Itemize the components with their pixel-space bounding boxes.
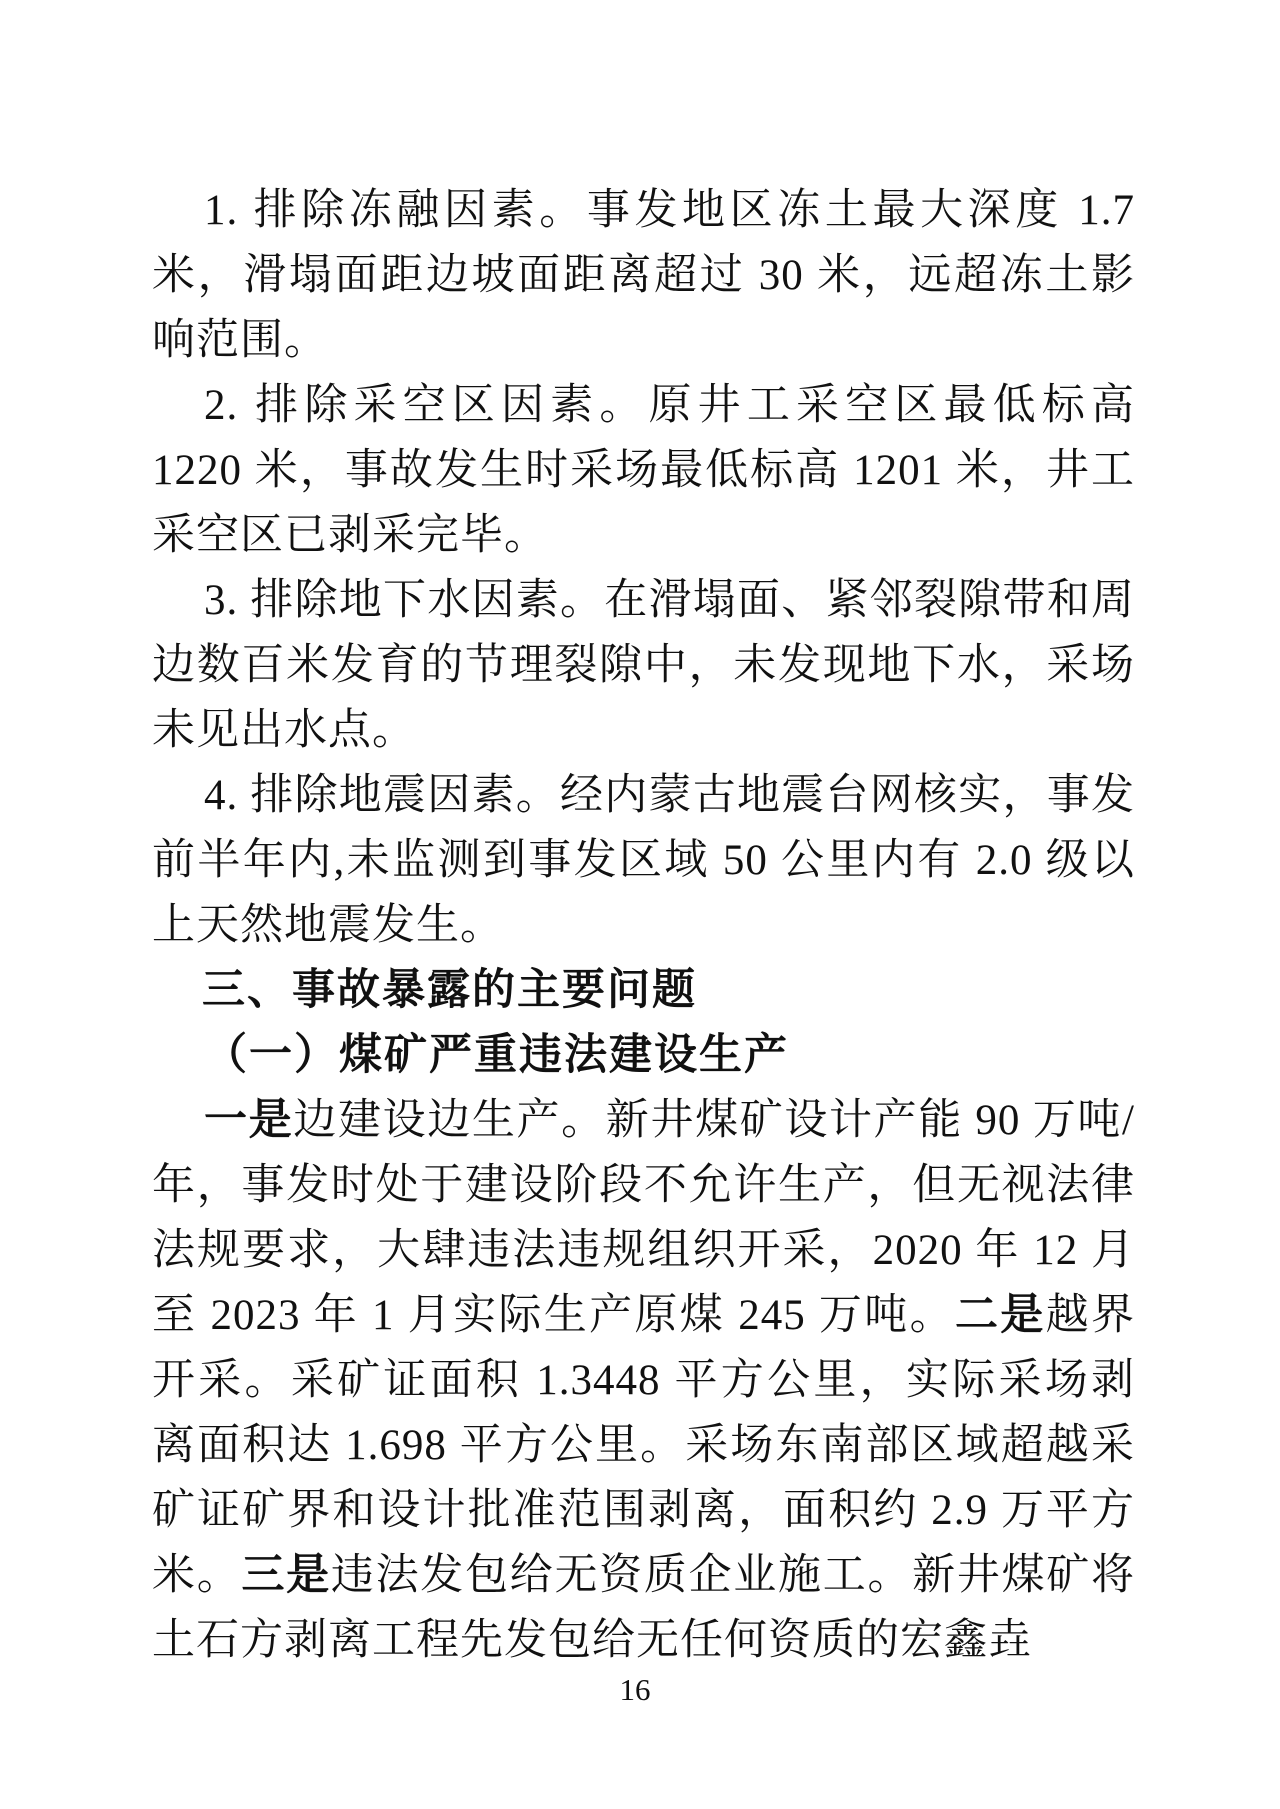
emphasis-third-point: 三是 [241,1551,331,1599]
page-content [152,178,1135,1673]
section-heading-main-problems: 三、事故暴露的主要问题 [202,966,697,1014]
paragraph-goaf-factor: 2. 排除采空区因素。原井工采空区最低标高 1220 米，事故发生时采场最低标高 1201 米，井工采空区已剥采完毕。 [152,382,1135,559]
paragraph-freeze-thaw-factor: 1. 排除冻融因素。事发地区冻土最大深度 1.7 米，滑塌面距边坡面距离超过 30 米，远超冻土影响范围。 [152,187,1135,364]
paragraph-groundwater-factor: 3. 排除地下水因素。在滑塌面、紧邻裂隙带和周边数百米发育的节理裂隙中，未发现地下水，采场未见出水点。 [152,577,1135,754]
text-first-point: 边建设边生产。新井煤矿设计产能 90 万吨/年，事发时处于建设阶段不允许生产，但无视法律法规要求，大肆违法违规组织开采，2020 年 12 月至 2023 年 1 月实际生产原煤 245 万吨。 [152,1097,1136,1339]
paragraph-earthquake-factor: 4. 排除地震因素。经内蒙古地震台网核实，事发前半年内,未监测到事发区域 50 公里内有 2.0 级以上天然地震发生。 [152,772,1135,949]
emphasis-first-point: 一是 [204,1096,294,1144]
subsection-heading-illegal-construction: （一）煤矿严重违法建设生产 [204,1032,789,1079]
paragraph-violations-detail [152,1088,1135,1673]
emphasis-second-point: 二是 [954,1291,1046,1339]
page-number: 16 [619,1672,651,1707]
text-third-point: 违法发包给无资质企业施工。新井煤矿将土石方剥离工程先发包给无任何资质的宏鑫垚 [152,1552,1136,1664]
text-second-point: 越界开采。采矿证面积 1.3448 平方公里，实际采场剥离面积达 1.698 平方公里。采场东南部区域超越采矿证矿界和设计批准范围剥离，面积约 2.9 万平方米。 [152,1292,1136,1599]
